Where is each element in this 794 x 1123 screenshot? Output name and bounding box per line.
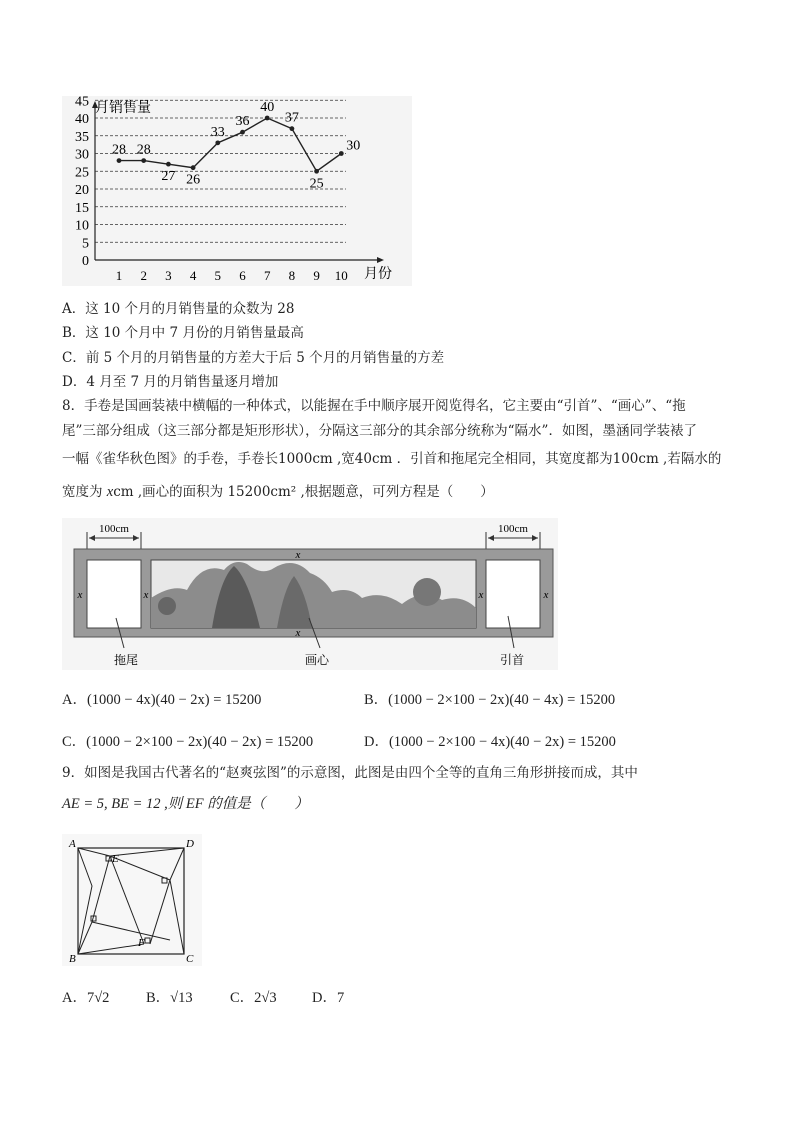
x-label-mid-right: x	[478, 589, 484, 601]
q9-option-d: D．7	[312, 990, 345, 1006]
y-tick-label-0: 0	[82, 254, 89, 269]
label-tail: 拖尾	[113, 653, 139, 667]
y-tick-label-20: 20	[75, 183, 89, 198]
q7-option-d: D．4 月至 7 月的月销售量逐月增加	[62, 374, 279, 390]
data-label-1: 28	[112, 142, 126, 158]
x-tick-label-2: 2	[140, 268, 147, 283]
x-tick-label-6: 6	[239, 268, 246, 283]
q9-option-c: C．2√3	[230, 990, 277, 1006]
q8-line4-suffix: cm ,画心的面积为 15200cm² ,根据题意，可列方程是（ ）	[113, 484, 494, 500]
painting-tree-2	[158, 597, 176, 615]
x-tick-label-3: 3	[165, 268, 172, 283]
x-label-bottom: x	[295, 627, 301, 639]
x-label-mid-left: x	[143, 589, 149, 601]
q9-text-line-1: 9．如图是我国古代著名的“赵爽弦图”的示意图，此图是由四个全等的直角三角形拼接而成，其中	[62, 765, 638, 781]
data-label-8: 37	[284, 110, 299, 126]
q8-text-line-2: 尾”三部分组成（这三部分都是矩形形状），分隔这三部分的其余部分统称为“隔水”．如图，墨涵同学装裱了	[62, 423, 697, 439]
dim-right-label: 100cm	[498, 523, 528, 535]
y-axis-label: 月销售量	[95, 101, 151, 116]
q8-text-line-4	[62, 482, 494, 502]
q9-text-line-2: AE = 5, BE = 12 ,则 EF 的值是（ ）	[62, 796, 309, 812]
x-tick-label-1: 1	[115, 268, 123, 283]
x-tick-label-8: 8	[288, 268, 296, 283]
label-d: D	[186, 838, 194, 850]
x-label-top: x	[295, 549, 301, 561]
y-tick-label-25: 25	[75, 165, 89, 181]
y-tick-label-40: 40	[75, 112, 89, 127]
data-point-5	[215, 140, 220, 145]
head-panel	[486, 560, 540, 628]
data-label-7: 40	[260, 100, 275, 115]
label-head: 引首	[499, 653, 525, 667]
y-tick-label-5: 5	[82, 236, 89, 252]
q8-text-line-1: 8．手卷是国画装裱中横幅的一种体式，以能握在手中顺序展开阅览得名，它主要由“引首”、“画心”、“拖	[62, 398, 686, 414]
q7-option-a: A．这 10 个月的月销售量的众数为 28	[62, 301, 295, 317]
data-point-2	[141, 158, 146, 163]
x-label-right: x	[543, 589, 549, 601]
scroll-diagram	[62, 518, 558, 670]
q8-option-a: A．(1000 − 4x)(40 − 2x) = 15200	[62, 692, 262, 708]
x-tick-label-7: 7	[263, 268, 271, 283]
data-point-7	[265, 116, 270, 121]
y-tick-label-30: 30	[75, 147, 89, 163]
data-point-9	[314, 169, 319, 174]
q9-option-b: B．√13	[146, 990, 193, 1006]
q8-line4-prefix: 宽度为	[62, 484, 107, 500]
y-tick-label-10: 10	[75, 218, 89, 234]
q8-text-line-3: 一幅《雀华秋色图》的手卷，手卷长1000cm ,宽40cm ．引首和拖尾完全相同，其宽度都为100cm ,若隔水的	[62, 451, 722, 467]
label-b: B	[69, 953, 76, 965]
line-chart	[62, 96, 412, 286]
data-point-6	[240, 130, 245, 135]
q8-var-x: x	[106, 484, 114, 500]
y-tick-label-15: 15	[75, 200, 89, 216]
data-label-2: 28	[136, 142, 151, 158]
tail-panel	[87, 560, 141, 628]
data-point-8	[290, 126, 295, 131]
x-label-left: x	[77, 589, 83, 601]
data-point-4	[191, 165, 196, 170]
x-tick-label-4: 4	[189, 268, 197, 283]
data-label-3: 27	[161, 169, 176, 185]
data-label-5: 33	[210, 124, 225, 140]
y-tick-label-35: 35	[75, 129, 89, 145]
dim-left-label: 100cm	[99, 523, 129, 535]
x-tick-label-10: 10	[334, 268, 348, 283]
q8-option-c: C．(1000 − 2×100 − 2x)(40 − 2x) = 15200	[62, 734, 314, 750]
label-a: A	[69, 838, 76, 850]
data-point-1	[117, 158, 122, 163]
q8-option-d: D．(1000 − 2×100 − 4x)(40 − 2x) = 15200	[364, 734, 616, 750]
label-center: 画心	[304, 653, 330, 667]
zhao-shuang-diagram	[62, 834, 202, 966]
painting-tree	[413, 578, 441, 606]
data-label-6: 36	[235, 114, 250, 130]
x-tick-label-5: 5	[214, 268, 222, 283]
data-label-10: 30	[346, 138, 361, 154]
label-f: F	[138, 937, 145, 949]
q7-option-b: B．这 10 个月中 7 月份的月销售量最高	[62, 325, 304, 341]
data-point-3	[166, 162, 171, 167]
data-label-4: 26	[186, 172, 201, 188]
label-e: E	[112, 853, 119, 865]
data-label-9: 25	[309, 176, 324, 192]
x-tick-label-9: 9	[313, 268, 320, 283]
y-tick-label-45: 45	[75, 96, 89, 110]
data-point-10	[339, 151, 344, 156]
label-c: C	[186, 953, 194, 965]
q9-option-a: A．7√2	[62, 990, 110, 1006]
x-axis-label: 月份	[364, 267, 392, 282]
q8-option-b: B．(1000 − 2×100 − 2x)(40 − 4x) = 15200	[364, 692, 616, 708]
q7-option-c: C．前 5 个月的月销售量的方差大于后 5 个月的月销售量的方差	[62, 350, 445, 366]
